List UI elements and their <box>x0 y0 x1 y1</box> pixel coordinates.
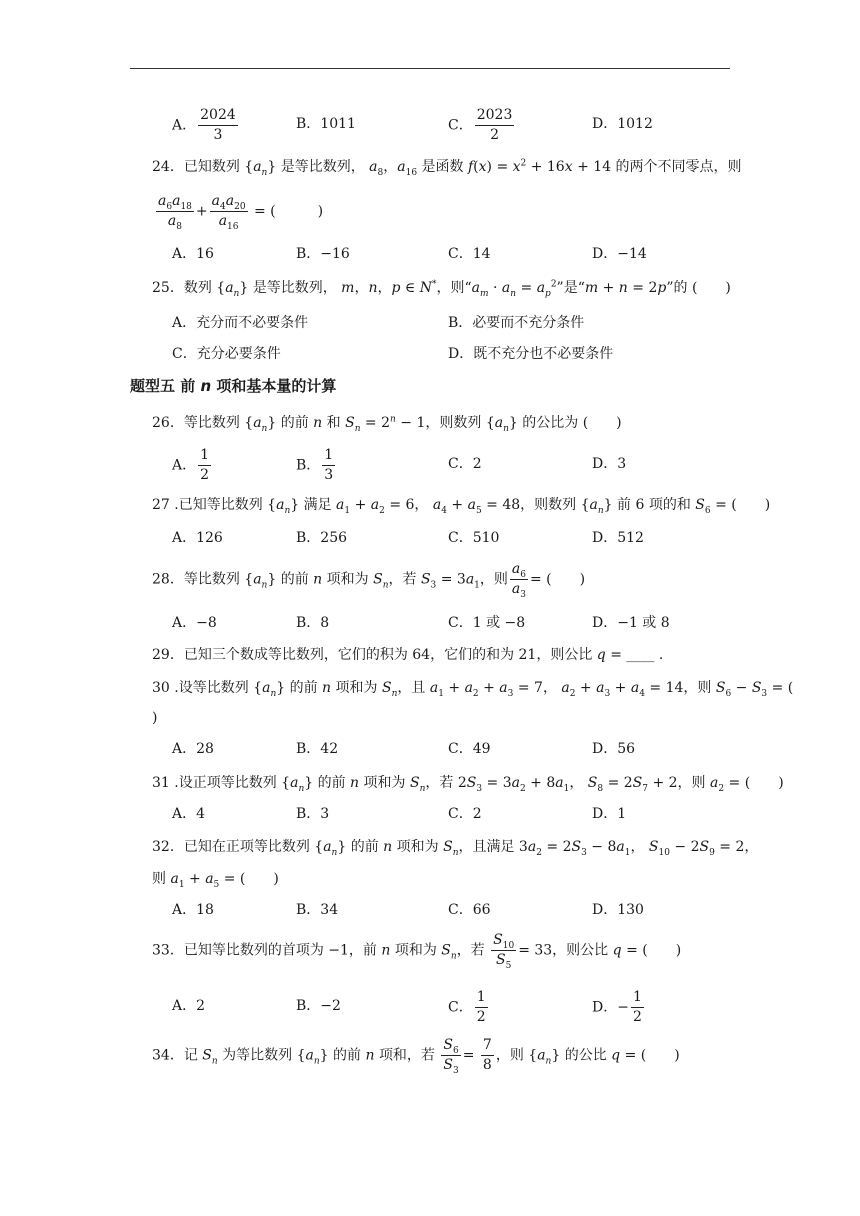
q31-option-d: D．1 <box>592 806 627 822</box>
q30-stem: 30 .设等比数列 $\{a_n\}$ 的前 n 项和为 $S_n$，且 $a_1 + a_2 + a_3 = 7$， $a_2 + a_3 + a_4 = 14$，则 $S_6 - S_3$ = ( <box>152 680 794 699</box>
q26-option-c: C．2 <box>448 456 482 472</box>
q26-option-b: B． $\frac{1}{3}$ <box>296 447 334 483</box>
q23-option-d: D．1012 <box>592 116 653 132</box>
section-heading: 题型五 前 n 项和基本量的计算 <box>130 377 337 395</box>
q26-option-d: D．3 <box>592 456 627 472</box>
q25-option-d: D．既不充分也不必要条件 <box>448 346 614 362</box>
q29-stem: 29．已知三个数成等比数列，它们的积为 64，它们的和为 21，则公比 q = ____ . <box>152 647 664 663</box>
q33-option-b: B．−2 <box>296 998 341 1014</box>
q25-option-c: C．充分必要条件 <box>172 346 281 362</box>
q24-option-b: B．−16 <box>296 246 350 262</box>
q32-option-b: B．34 <box>296 902 339 918</box>
header-rule <box>130 68 730 69</box>
q31-stem: 31 .设正项等比数列 $\{a_n\}$ 的前 n 项和为 $S_n$，若 $2S_3 = 3a_2 + 8a_1$， $S_8 = 2S_7 + 2$，则 $a_2$ = ( ) <box>152 775 784 794</box>
q33-option-a: A．2 <box>172 998 206 1014</box>
q31-option-a: A．4 <box>172 806 206 822</box>
q30-option-c: C．49 <box>448 741 491 757</box>
q27-option-b: B．256 <box>296 530 348 546</box>
q33-stem: 33．已知等比数列的首项为 −1，前 n 项和为 $S_n$，若 $\frac{S_{10}}{S_5}$ = 33，则公比 q = ( ) <box>152 932 682 971</box>
q24-expression: $\frac{a_6a_{18}}{a_8}$ + $\frac{a_4a_{20}}{a_{16}}$ = ( ) <box>158 193 324 232</box>
q28-option-d: D．−1 或 8 <box>592 615 670 631</box>
q30-option-a: A．28 <box>172 741 214 757</box>
q28-option-c: C．1 或 −8 <box>448 615 526 631</box>
q27-option-c: C．510 <box>448 530 500 546</box>
q32-stem: 32．已知在正项等比数列 $\{a_n\}$ 的前 n 项和为 $S_n$，且满足 $3a_2 = 2S_3 - 8a_1$， $S_{10} - 2S_9 = 2$， <box>152 839 759 858</box>
q31-option-b: B．3 <box>296 806 330 822</box>
q31-option-c: C．2 <box>448 806 482 822</box>
q23-option-b: B．1011 <box>296 116 356 132</box>
q30-option-d: D．56 <box>592 741 636 757</box>
q32-option-d: D．130 <box>592 902 644 918</box>
q33-option-d: D．− $\frac{1}{2}$ <box>592 989 642 1025</box>
q24-option-a: A．16 <box>172 246 214 262</box>
q32-option-c: C．66 <box>448 902 491 918</box>
q30-stem-close: ) <box>152 710 158 726</box>
q23-option-a: A． $\frac{2024}{3}$ <box>172 107 236 143</box>
q33-option-c: C． $\frac{1}{2}$ <box>448 989 486 1025</box>
q26-option-a: A． $\frac{1}{2}$ <box>172 447 210 483</box>
q28-option-b: B．8 <box>296 615 330 631</box>
q24-stem: 24．已知数列 $\{a_n\}$ 是等比数列， $a_8$，$a_{16}$ 是函数 $f(x) = x^2 + 16x + 14$ 的两个不同零点，则 <box>152 158 742 178</box>
q25-stem: 25．数列 $\{a_n\}$ 是等比数列， m，n，p ∈ N*，则“$a_m \cdot a_n = a_p^2$”是“m + n = 2p”的 ( ) <box>152 279 731 299</box>
q28-option-a: A．−8 <box>172 615 217 631</box>
q34-stem: 34．记 $S_n$ 为等比数列 $\{a_n\}$ 的前 n 项和，若 $\frac{S_6}{S_3}$ = $\frac{7}{8}$ ，则 $\{a_n\}$ 的公比 q = ( ) <box>152 1037 680 1076</box>
q28-stem: 28．等比数列 $\{a_n\}$ 的前 n 项和为 $S_n$，若 $S_3 = 3a_1$，则 $\frac{a_6}{a_3}$ = ( ) <box>152 561 586 600</box>
q24-option-c: C．14 <box>448 246 491 262</box>
q32-stem-cont: 则 $a_1 + a_5$ = ( ) <box>152 871 279 890</box>
q25-option-a: A．充分而不必要条件 <box>172 315 309 331</box>
q27-stem: 27 .已知等比数列 $\{a_n\}$ 满足 $a_1 + a_2 = 6$， $a_4 + a_5 = 48$，则数列 $\{a_n\}$ 前 6 项的和 $S_6$ = ( ) <box>152 497 771 516</box>
q26-stem: 26．等比数列 $\{a_n\}$ 的前 n 和 $S_n = 2^n - 1$，则数列 $\{a_n\}$ 的公比为 ( ) <box>152 414 622 434</box>
q32-option-a: A．18 <box>172 902 214 918</box>
q23-option-c: C． $\frac{2023}{2}$ <box>448 107 513 143</box>
q27-option-d: D．512 <box>592 530 644 546</box>
q24-option-d: D．−14 <box>592 246 647 262</box>
q25-option-b: B．必要而不充分条件 <box>448 315 585 331</box>
q27-option-a: A．126 <box>172 530 223 546</box>
q30-option-b: B．42 <box>296 741 339 757</box>
